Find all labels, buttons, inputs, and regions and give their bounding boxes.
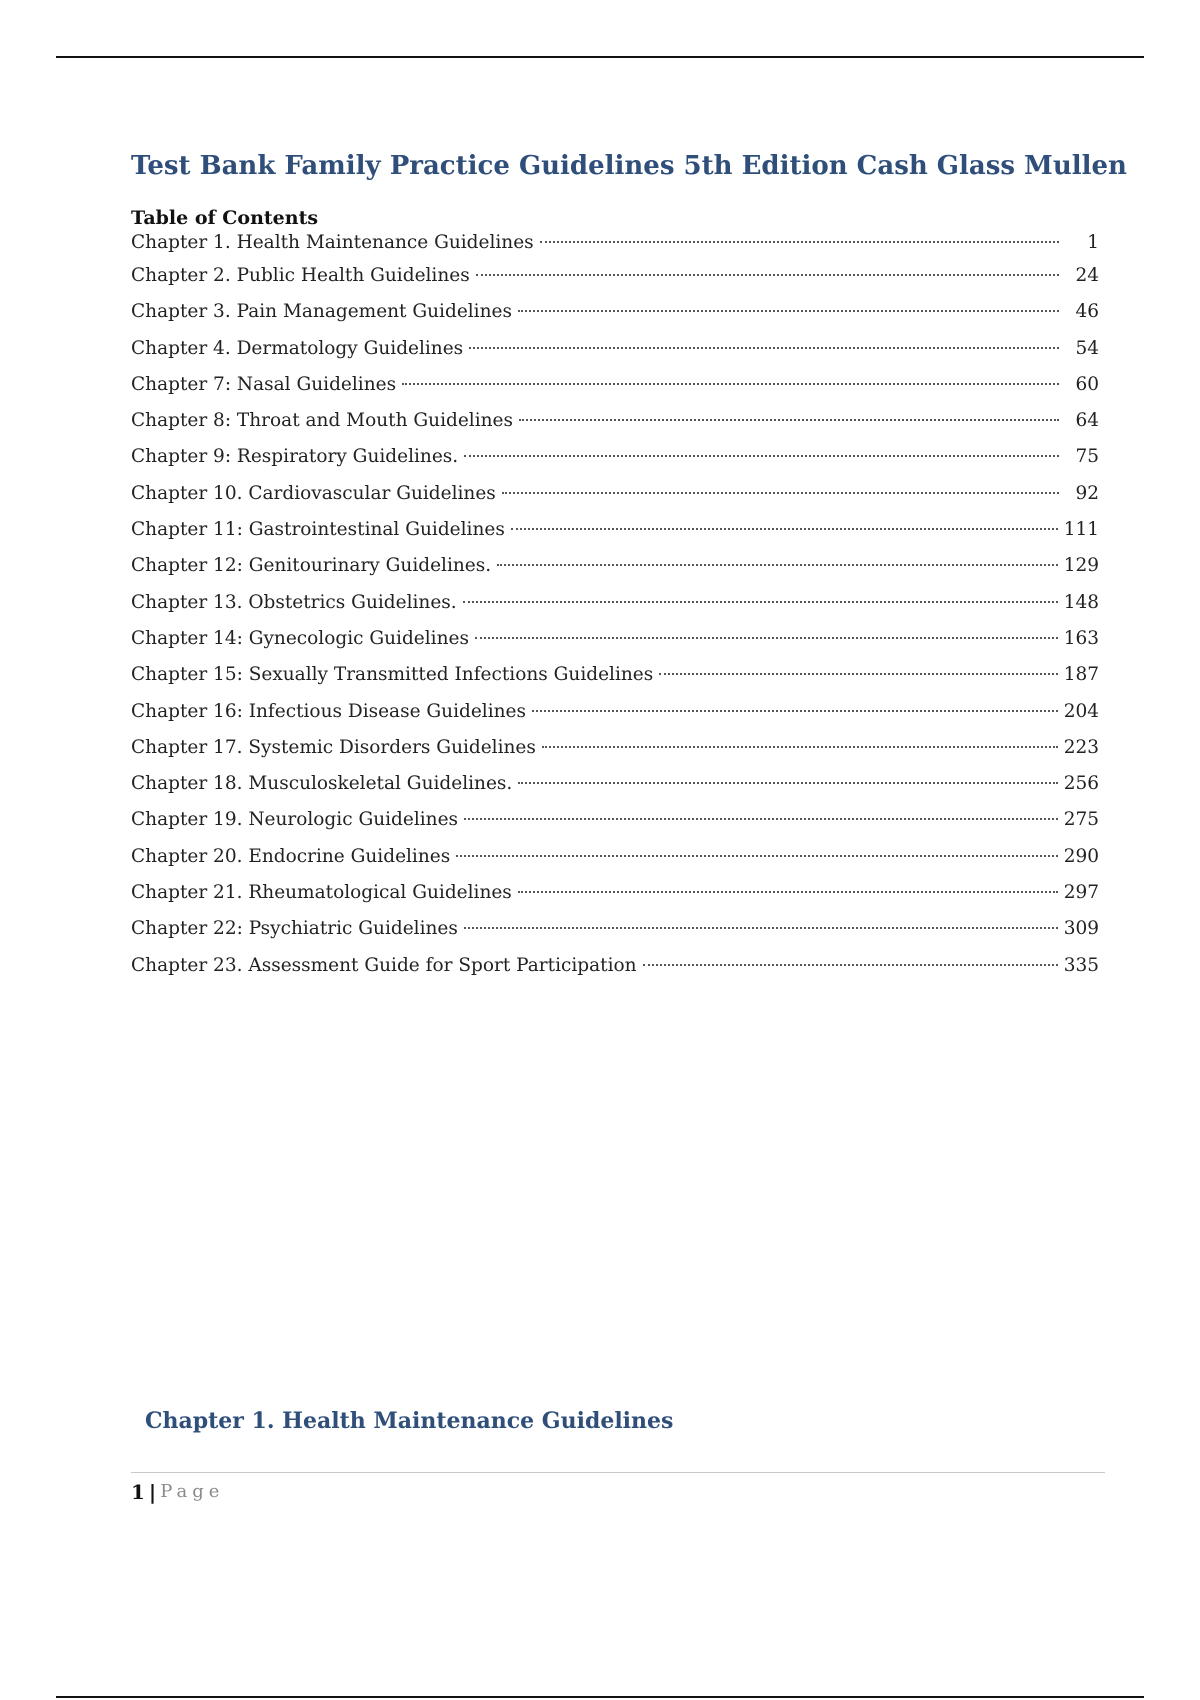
toc-entry-page: 54 [1075, 337, 1099, 359]
toc-entry-label: Chapter 21. Rheumatological Guidelines [131, 882, 512, 904]
toc-dot-leader [518, 782, 1057, 784]
toc-dot-leader [502, 492, 1059, 494]
toc-entry[interactable] [131, 446, 1099, 482]
toc-entry-label: Chapter 16: Infectious Disease Guidelines [131, 700, 526, 722]
toc-entry[interactable] [131, 301, 1099, 337]
toc-entry[interactable] [131, 918, 1099, 954]
toc-entry-page: 1 [1087, 232, 1099, 253]
toc-entry[interactable] [131, 555, 1099, 591]
toc-entry[interactable] [131, 374, 1099, 410]
toc-entry-label: Chapter 4. Dermatology Guidelines [131, 337, 464, 359]
toc-entry-page: 256 [1063, 773, 1099, 795]
toc-entry-page: 163 [1063, 627, 1099, 649]
chapter-heading: Chapter 1. Health Maintenance Guidelines [145, 1408, 674, 1434]
toc-dot-leader [463, 601, 1058, 603]
toc-entry-page: 148 [1063, 591, 1099, 613]
document-title: Test Bank Family Practice Guidelines 5th Edition Cash Glass Mullen [131, 151, 1127, 181]
toc-entry-page: 46 [1075, 301, 1099, 323]
toc-entry-page: 290 [1063, 845, 1099, 867]
toc-entry-label: Chapter 7: Nasal Guidelines [131, 373, 397, 395]
toc-dot-leader [402, 383, 1059, 385]
toc-entry-label: Chapter 18. Musculoskeletal Guidelines. [131, 773, 513, 795]
toc-entry[interactable] [131, 592, 1099, 628]
toc-dot-leader [518, 891, 1058, 893]
toc-entry-page: 64 [1075, 410, 1099, 432]
footer-page-word: Page [160, 1481, 225, 1502]
toc-entry-page: 309 [1063, 918, 1099, 940]
toc-entry-page: 75 [1075, 446, 1099, 468]
toc-entry[interactable] [131, 265, 1099, 301]
toc-dot-leader [497, 564, 1058, 566]
toc-entry-label: Chapter 20. Endocrine Guidelines [131, 845, 451, 867]
toc-dot-leader [464, 818, 1058, 820]
toc-entry-label: Chapter 12: Genitourinary Guidelines. [131, 555, 492, 577]
toc-entry-label: Chapter 2. Public Health Guidelines [131, 265, 470, 286]
toc-entry-label: Chapter 9: Respiratory Guidelines. [131, 446, 459, 468]
toc-entry[interactable] [131, 410, 1099, 446]
toc-entry-label: Chapter 19. Neurologic Guidelines [131, 809, 459, 831]
toc-entry-label: Chapter 22: Psychiatric Guidelines [131, 918, 458, 940]
toc-entry[interactable] [131, 664, 1099, 700]
toc-entry[interactable] [131, 809, 1099, 845]
toc-heading: Table of Contents [131, 207, 319, 229]
toc-entry-label: Chapter 1. Health Maintenance Guidelines [131, 232, 534, 253]
toc-entry-page: 223 [1063, 736, 1099, 758]
toc-dot-leader [532, 710, 1058, 712]
toc-entry-page: 275 [1063, 809, 1099, 831]
toc-entry-label: Chapter 14: Gynecologic Guidelines [131, 627, 469, 649]
toc-dot-leader [456, 855, 1057, 857]
table-of-contents [131, 232, 1099, 991]
toc-entry-label: Chapter 15: Sexually Transmitted Infections Guidelines [131, 664, 654, 686]
toc-entry-label: Chapter 11: Gastrointestinal Guidelines [131, 519, 505, 541]
footer-separator: | [148, 1480, 157, 1504]
toc-entry[interactable] [131, 628, 1099, 664]
toc-entry-page: 92 [1075, 482, 1099, 504]
toc-entry-page: 297 [1063, 882, 1099, 904]
toc-entry[interactable] [131, 882, 1099, 918]
toc-dot-leader [475, 637, 1058, 639]
toc-entry-label: Chapter 13. Obstetrics Guidelines. [131, 591, 457, 613]
toc-entry-label: Chapter 3. Pain Management Guidelines [131, 301, 512, 323]
toc-dot-leader [542, 746, 1058, 748]
toc-entry-label: Chapter 8: Throat and Mouth Guidelines [131, 410, 513, 432]
toc-dot-leader [540, 241, 1059, 243]
toc-entry-page: 24 [1075, 265, 1099, 286]
toc-entry[interactable] [131, 846, 1099, 882]
toc-dot-leader [659, 673, 1057, 675]
toc-entry-page: 187 [1063, 664, 1099, 686]
toc-entry[interactable] [131, 232, 1099, 265]
toc-entry[interactable] [131, 737, 1099, 773]
toc-dot-leader [464, 927, 1058, 929]
toc-entry-page: 204 [1063, 700, 1099, 722]
toc-dot-leader [511, 528, 1058, 530]
toc-dot-leader [643, 964, 1058, 966]
toc-entry-label: Chapter 10. Cardiovascular Guidelines [131, 482, 496, 504]
footer-divider [131, 1472, 1105, 1473]
toc-entry[interactable] [131, 701, 1099, 737]
toc-entry-label: Chapter 17. Systemic Disorders Guidelines [131, 736, 536, 758]
toc-entry-label: Chapter 23. Assessment Guide for Sport Participation [131, 954, 637, 976]
footer-page-number: 1 [131, 1480, 145, 1504]
toc-dot-leader [464, 455, 1059, 457]
toc-dot-leader [476, 274, 1059, 276]
toc-entry[interactable] [131, 955, 1099, 991]
toc-entry-page: 60 [1075, 373, 1099, 395]
top-border-line [56, 56, 1144, 58]
toc-entry[interactable] [131, 519, 1099, 555]
toc-entry-page: 111 [1063, 519, 1099, 541]
toc-entry[interactable] [131, 773, 1099, 809]
toc-dot-leader [518, 310, 1059, 312]
toc-entry[interactable] [131, 483, 1099, 519]
bottom-border-line [56, 1696, 1144, 1698]
toc-entry-page: 335 [1063, 954, 1099, 976]
toc-dot-leader [469, 347, 1059, 349]
toc-dot-leader [519, 419, 1059, 421]
page-footer [131, 1478, 224, 1506]
toc-entry-page: 129 [1063, 555, 1099, 577]
toc-entry[interactable] [131, 338, 1099, 374]
